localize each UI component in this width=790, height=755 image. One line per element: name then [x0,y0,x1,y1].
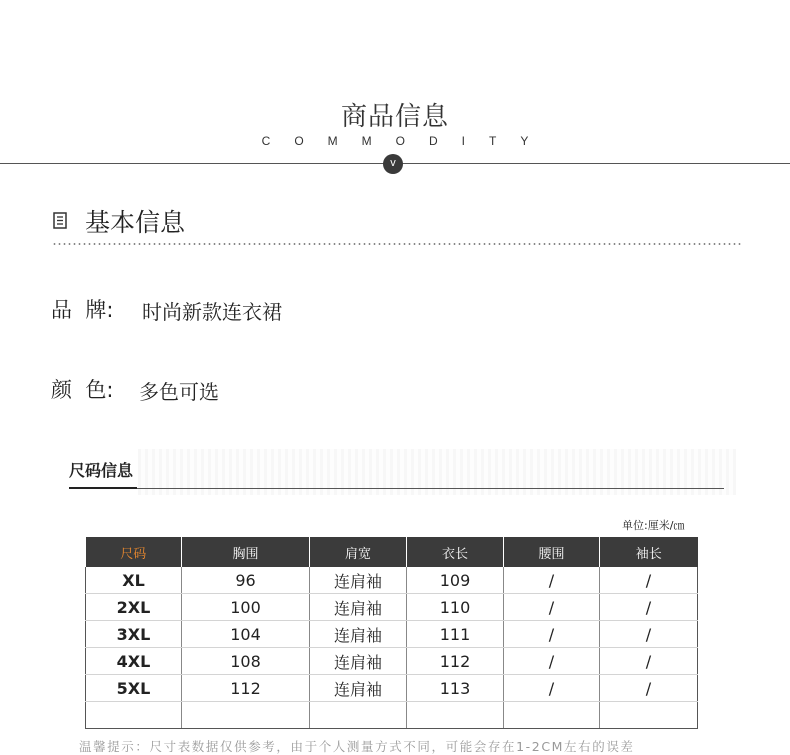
cell-size: 3XL [86,621,182,648]
cell-shoulder: 连肩袖 [310,594,407,621]
page-subtitle: COMMODITY [261,134,553,148]
col-header-bust: 胸围 [182,537,310,567]
col-header-size: 尺码 [86,537,182,567]
cell-waist: / [504,594,600,621]
cell-sleeve: / [600,648,698,675]
brand-value: 时尚新款连衣裙 [142,300,282,324]
size-disclaimer: 温馨提示：尺寸表数据仅供参考，由于个人测量方式不同，可能会存在1-2CM左右的误差 [79,739,635,754]
table-row [86,675,698,702]
col-header-sleeve: 袖长 [600,537,698,567]
basic-info-title: 基本信息 [85,208,186,237]
cell-size: 5XL [86,675,182,702]
cell-length: 109 [407,567,504,594]
cell-sleeve: / [600,567,698,594]
cell-shoulder: 连肩袖 [310,567,407,594]
brand-label: 品 牌: [51,298,114,322]
col-header-shoulder: 肩宽 [310,537,407,567]
size-table [85,537,698,729]
cell-length [407,702,504,729]
unit-label: 单位:厘米/㎝ [622,519,685,532]
cell-sleeve: / [600,675,698,702]
document-icon [53,212,67,229]
cell-length: 111 [407,621,504,648]
cell-sleeve: / [600,594,698,621]
cell-size: XL [86,567,182,594]
cell-shoulder: 连肩袖 [310,675,407,702]
size-table-header [86,537,698,567]
cell-bust: 104 [182,621,310,648]
cell-waist: / [504,648,600,675]
cell-length: 112 [407,648,504,675]
cell-size [86,702,182,729]
cell-sleeve [600,702,698,729]
cell-waist: / [504,567,600,594]
cell-bust [182,702,310,729]
size-section-underline-thick [69,487,137,489]
cell-length: 113 [407,675,504,702]
page-title: 商品信息 [340,102,449,132]
dotted-divider [52,243,742,245]
cell-waist: / [504,675,600,702]
cell-shoulder: 连肩袖 [310,648,407,675]
size-section-underline [137,488,724,489]
col-header-waist: 腰围 [504,537,600,567]
cell-bust: 112 [182,675,310,702]
table-row [86,648,698,675]
cell-bust: 100 [182,594,310,621]
cell-size: 4XL [86,648,182,675]
cell-sleeve: / [600,621,698,648]
cell-waist: / [504,621,600,648]
color-label: 颜 色: [51,378,114,402]
cell-bust: 96 [182,567,310,594]
cell-waist [504,702,600,729]
table-row [86,594,698,621]
table-row [86,621,698,648]
size-section-title: 尺码信息 [69,461,134,480]
color-value: 多色可选 [139,380,219,404]
cell-shoulder: 连肩袖 [310,621,407,648]
col-header-length: 衣长 [407,537,504,567]
cell-bust: 108 [182,648,310,675]
cell-shoulder [310,702,407,729]
cell-size: 2XL [86,594,182,621]
cell-length: 110 [407,594,504,621]
chevron-down-icon: v [383,154,403,174]
table-row [86,567,698,594]
table-row [86,702,698,729]
